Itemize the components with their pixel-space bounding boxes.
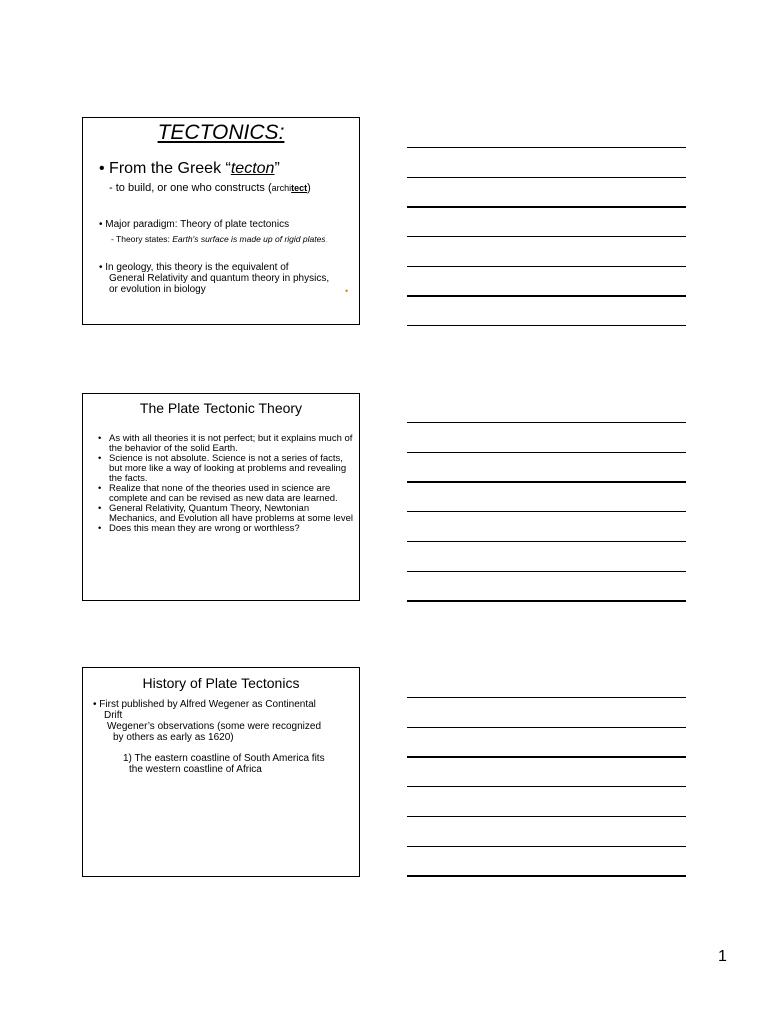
slide-history-plate-tectonics [82, 667, 360, 877]
annotation-mark: • [345, 286, 349, 296]
sub-bullet-theory-states: - Theory states: Earth's surface is made up of rigid plates. [111, 234, 328, 244]
bullet-geology-equivalent: • In geology, this theory is the equivalent of General Relativity and quantum theory in physics, or evolution in biology [99, 262, 330, 295]
list-item: • Does this mean they are wrong or worthless? [98, 524, 356, 534]
sub-bullet-definition: - to build, or one who constructs (architect) [109, 182, 311, 194]
list-item: • General Relativity, Quantum Theory, Newtonian Mechanics, and Evolution all have problems at some level [98, 504, 356, 524]
page-number: 1 [718, 948, 727, 965]
bullet-greek-origin: • From the Greek “tecton” [99, 160, 280, 177]
bullet-major-paradigm: • Major paradigm: Theory of plate tectonics [99, 219, 290, 230]
slide-title: TECTONICS: [157, 121, 285, 144]
list-item: • Realize that none of the theories used in science are complete and can be revised as new data are learned. [98, 484, 356, 504]
slide-plate-tectonic-theory [82, 393, 360, 601]
list-item: • As with all theories it is not perfect; but it explains much of the behavior of the solid Earth. [98, 434, 356, 454]
slide-title: The Plate Tectonic Theory [139, 400, 303, 416]
slide-tectonics [82, 117, 360, 325]
bullet-list [98, 434, 356, 534]
slide-body: • First published by Alfred Wegener as Continental Drift Wegener’s observations (some were recognized by others as early as 1620) 1) The eastern coastline of South America fits the western coastline of Africa [93, 699, 325, 775]
list-item: • Science is not absolute. Science is not a series of facts, but more like a way of looking at problems and revealing the facts. [98, 454, 356, 484]
slide-title: History of Plate Tectonics [142, 675, 300, 691]
